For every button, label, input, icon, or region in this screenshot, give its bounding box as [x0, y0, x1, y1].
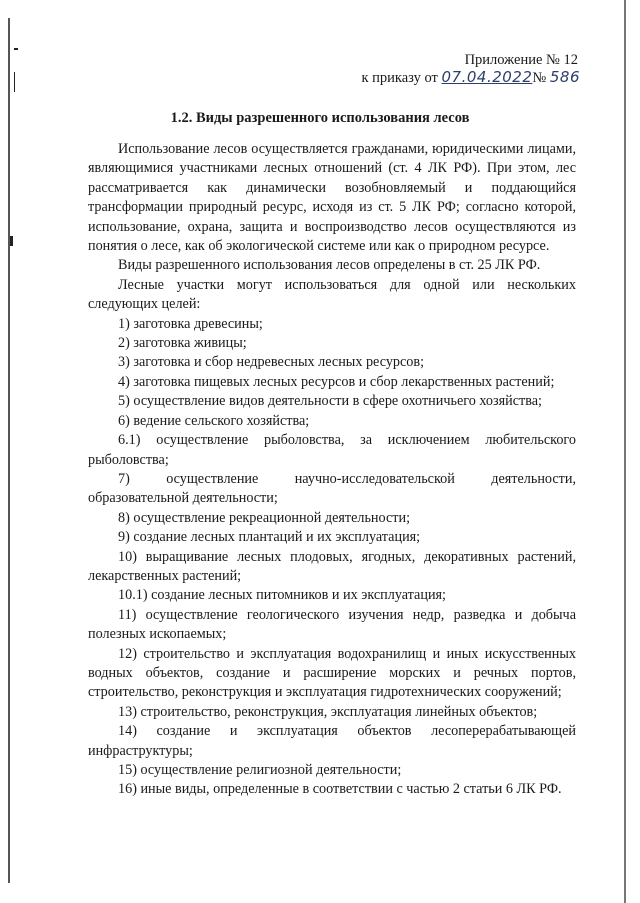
list-item: 2) заготовка живицы;: [118, 335, 247, 352]
list-item: 8) осуществление рекреационной деятельности;: [118, 509, 411, 526]
scan-mark: [14, 48, 18, 50]
scan-mark: [14, 72, 15, 92]
list-item: 3) заготовка и сбор недревесных лесных ресурсов;: [118, 354, 425, 371]
list-item: 14) создание и эксплуатация объектов лесоперерабатывающей инфраструктуры;: [88, 723, 576, 759]
paragraph: Использование лесов осуществляется гражданами, юридическими лицами, являющимися участниками лесных отношений (ст. 4 ЛК РФ). При этом, лес рассматривается как динамически возобновляемый и поддающийся трансформации природный ресурс, исходя из ст. 5 ЛК РФ; согласно которой, использование, охрана, защита и воспроизводство лесов осуществляются из понятия о лесе, как об экологической системе или как о природном ресурсе.: [88, 141, 576, 255]
order-prefix: к приказу от: [361, 70, 438, 86]
list-item: 1) заготовка древесины;: [118, 315, 263, 332]
scan-edge-right: [624, 0, 626, 903]
order-reference: [361, 69, 580, 87]
order-number-label: №: [532, 70, 547, 86]
paragraph: Лесные участки могут использоваться для одной или нескольких следующих целей:: [88, 276, 576, 313]
list-item: 9) создание лесных плантаций и их эксплуатация;: [118, 529, 421, 546]
paragraph: Виды разрешенного использования лесов определены в ст. 25 ЛК РФ.: [118, 257, 541, 274]
scan-mark: [10, 236, 13, 246]
list-item: 13) строительство, реконструкция, эксплуатация линейных объектов;: [118, 703, 538, 720]
list-item: 10) выращивание лесных плодовых, ягодных, декоративных растений, лекарственных растений;: [88, 548, 576, 584]
document-header: [361, 52, 580, 87]
order-number: 586: [549, 68, 580, 86]
list-item: 10.1) создание лесных питомников и их эксплуатация;: [118, 587, 447, 604]
list-item: 16) иные виды, определенные в соответствии с частью 2 статьи 6 ЛК РФ.: [118, 781, 562, 798]
scan-edge-left: [8, 18, 10, 883]
list-item: 7) осуществление научно-исследовательской деятельности, образовательной деятельности;: [88, 470, 576, 507]
list-item: 11) осуществление геологического изучения недр, разведка и добыча полезных ископаемых;: [88, 606, 576, 643]
section-title: 1.2. Виды разрешенного использования лесов: [170, 110, 470, 126]
list-item: 4) заготовка пищевых лесных ресурсов и сбор лекарственных растений;: [118, 373, 555, 390]
list-item: 6.1) осуществление рыболовства, за исключением любительского рыболовства;: [88, 432, 576, 468]
appendix-label: Приложение № 12: [464, 52, 578, 68]
document-body: [88, 140, 576, 800]
order-date: 07.04.2022: [441, 68, 533, 86]
list-item: 15) осуществление религиозной деятельности;: [118, 762, 402, 778]
list-item: 6) ведение сельского хозяйства;: [118, 412, 310, 429]
list-item: 5) осуществление видов деятельности в сфере охотничьего хозяйства;: [118, 393, 542, 410]
list-item: 12) строительство и эксплуатация водохранилищ и иных искусственных водных объектов, создание и расширение морских и речных портов, строительство, реконструкция и эксплуатация гидротехнических сооружений;: [88, 645, 576, 701]
